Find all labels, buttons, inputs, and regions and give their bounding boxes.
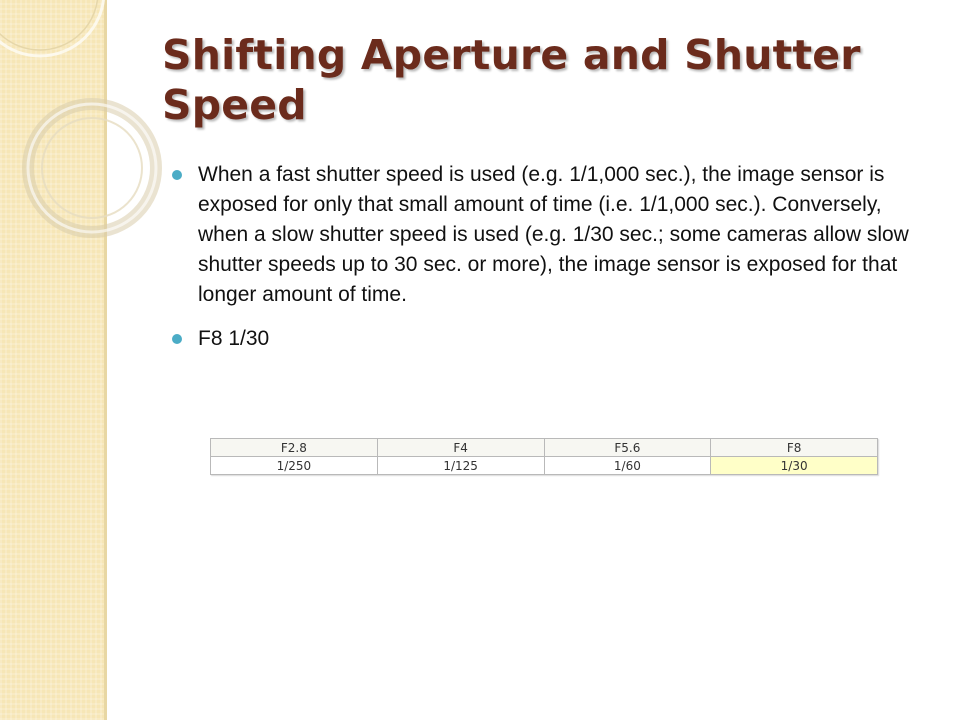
- aperture-row: [211, 439, 878, 457]
- shutter-speed-cell: 1/250: [211, 457, 378, 475]
- shutter-speed-cell: 1/125: [377, 457, 544, 475]
- shutter-speed-cell: 1/60: [544, 457, 711, 475]
- bullet-icon: [172, 170, 182, 180]
- bullet-text: F8 1/30: [198, 327, 270, 350]
- bullet-item: [170, 160, 920, 310]
- aperture-cell: F2.8: [211, 439, 378, 457]
- aperture-cell: F4: [377, 439, 544, 457]
- bullet-list: [170, 160, 920, 368]
- slide-title: Shifting Aperture and Shutter Speed: [162, 31, 861, 129]
- shutter-speed-row: [211, 457, 878, 475]
- shutter-speed-cell-highlighted: 1/30: [711, 457, 878, 475]
- exposure-table: [210, 438, 878, 475]
- aperture-cell-highlighted: F8: [711, 439, 878, 457]
- bullet-text: When a fast shutter speed is used (e.g. 1/1,000 sec.), the image sensor is exposed for only that small amount of time (i.e. 1/1,000 sec.). Conversely, when a slow shutter speed is used (e.g. 1/30 sec.; some cameras allow slow shutter speeds up to 30 sec. or more), the image sensor is exposed for that longer amount of time.: [198, 163, 909, 306]
- bullet-item: [170, 324, 920, 354]
- aperture-cell: F5.6: [544, 439, 711, 457]
- bullet-icon: [172, 334, 182, 344]
